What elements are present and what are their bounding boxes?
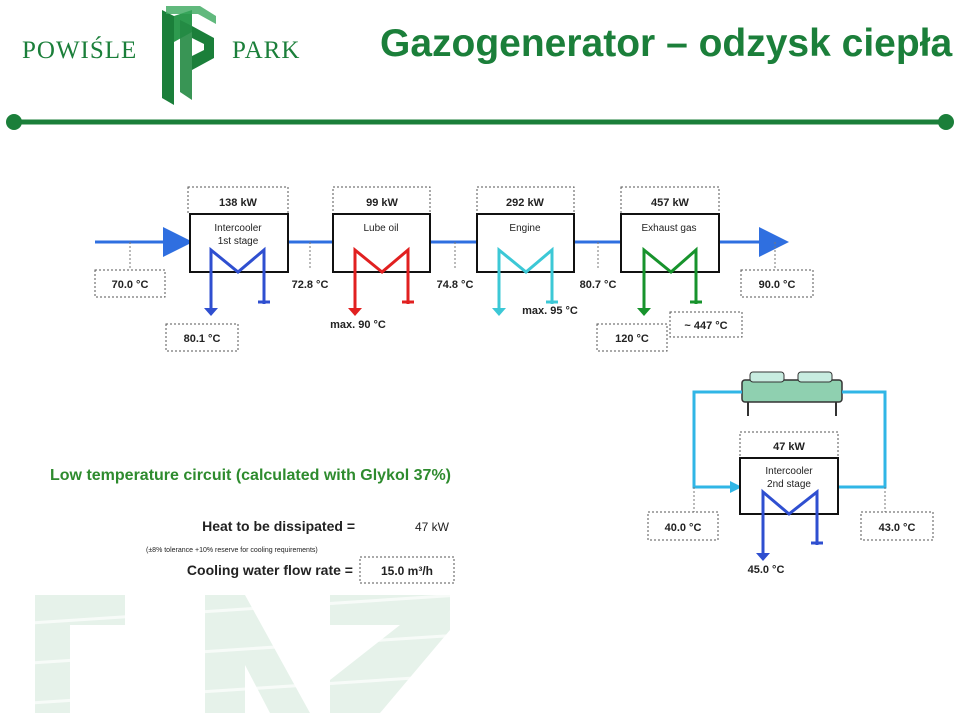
temp-intercooler-out: 80.1 °C <box>183 333 221 345</box>
page-title: Gazogenerator – odzysk ciepła <box>380 22 953 65</box>
component-lube-oil <box>333 187 430 316</box>
component-name-2: 2nd stage <box>767 479 811 490</box>
heat-value: 47 kW <box>415 520 450 534</box>
temp-after-engine: 80.7 °C <box>579 279 617 291</box>
temp-after-lube: 74.8 °C <box>436 279 474 291</box>
component-name: Intercooler <box>765 466 813 477</box>
tolerance-note: (±8% tolerance +10% reserve for cooling requirements) <box>146 547 318 554</box>
component-intercooler-2 <box>740 432 838 561</box>
component-name-2: 1st stage <box>217 236 259 247</box>
temp-engine-max: max. 95 °C <box>522 305 578 317</box>
power-label: 457 kW <box>651 197 689 209</box>
component-engine <box>477 187 574 316</box>
power-label: 47 kW <box>773 441 805 453</box>
power-label: 138 kW <box>219 197 257 209</box>
temp-exhaust-in: ~ 447 °C <box>684 320 728 332</box>
lt-title: Low temperature circuit (calculated with Glykol 37%) <box>50 467 451 484</box>
component-intercooler-1 <box>188 187 288 316</box>
component-name: Exhaust gas <box>641 223 697 234</box>
temp-exhaust-out: 120 °C <box>615 333 649 345</box>
temp-outlet: 90.0 °C <box>758 279 796 291</box>
logo-text-left: POWIŚLE <box>22 37 138 64</box>
power-label: 99 kW <box>366 197 398 209</box>
component-name: Engine <box>509 223 541 234</box>
lt-temp-outlet: 43.0 °C <box>878 522 916 534</box>
flow-label: Cooling water flow rate = <box>186 562 353 578</box>
flow-value: 15.0 m³/h <box>380 564 434 578</box>
logo-text-right: PARK <box>232 37 301 64</box>
heat-label: Heat to be dissipated = <box>202 518 355 534</box>
lt-temp-inlet: 40.0 °C <box>664 522 702 534</box>
component-name: Lube oil <box>363 223 399 234</box>
component-name: Intercooler <box>214 223 262 234</box>
lt-temperatures <box>648 512 933 576</box>
component-exhaust-gas <box>621 187 719 316</box>
lt-summary <box>50 467 454 583</box>
power-label: 292 kW <box>506 197 544 209</box>
lt-temp-intercooler-out: 45.0 °C <box>747 564 785 576</box>
temp-inlet: 70.0 °C <box>111 279 149 291</box>
temp-after-intercooler: 72.8 °C <box>291 279 329 291</box>
temp-lube-max: max. 90 °C <box>330 319 386 331</box>
radiator-icon <box>742 380 842 402</box>
ht-temperatures <box>95 270 813 351</box>
